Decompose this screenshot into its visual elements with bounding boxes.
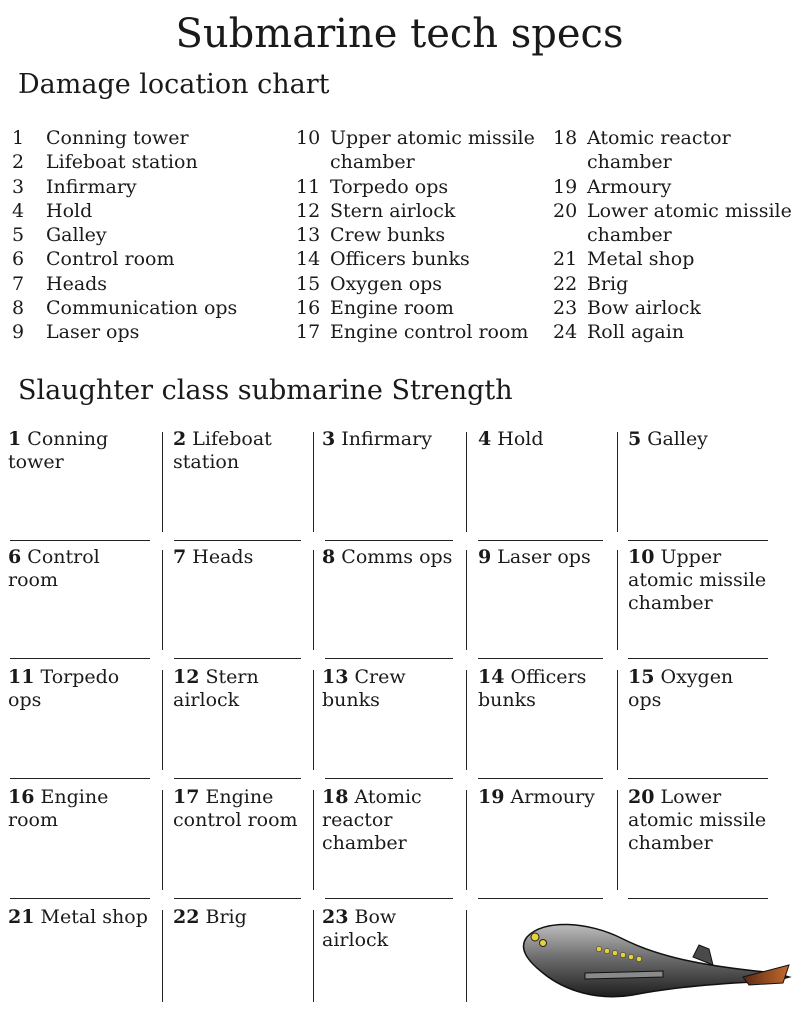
- strength-cell-label: [628, 546, 772, 615]
- damage-item-number: 23: [553, 297, 578, 320]
- damage-list-item: [296, 126, 536, 175]
- damage-item-number: 15: [296, 272, 321, 295]
- strength-cell-text: Heads: [192, 546, 254, 568]
- damage-item-label: Roll again: [587, 321, 685, 344]
- cell-divider: [466, 670, 467, 770]
- damage-item-label: Atomic reactor chamber: [587, 127, 731, 174]
- strength-cell-number: 3: [322, 428, 336, 450]
- damage-item-label: Crew bunks: [330, 224, 446, 247]
- cell-divider: [313, 790, 314, 890]
- strength-cell-number: 16: [8, 786, 35, 808]
- cell-underline: [10, 898, 150, 899]
- strength-cell-label: [478, 786, 622, 809]
- strength-cell-label: [322, 906, 466, 952]
- cell-underline: [174, 658, 301, 659]
- cell-underline: [325, 898, 453, 899]
- strength-cell-label: [628, 428, 772, 451]
- damage-item-number: 24: [553, 321, 578, 344]
- damage-item-number: 17: [296, 321, 321, 344]
- strength-cell-number: 22: [173, 906, 200, 928]
- strength-cell: [314, 784, 466, 902]
- submarine-illustration: [513, 915, 793, 1015]
- damage-list-item: [12, 199, 292, 223]
- strength-cell-label: [478, 666, 622, 712]
- cell-underline: [325, 778, 453, 779]
- strength-cell-text: Control room: [8, 546, 100, 591]
- strength-cell-number: 1: [8, 428, 22, 450]
- strength-cell-label: [173, 666, 317, 712]
- damage-item-number: 13: [296, 224, 321, 247]
- damage-item-number: 7: [12, 272, 25, 295]
- cell-underline: [478, 658, 603, 659]
- strength-cell-text: Comms ops: [341, 546, 453, 568]
- strength-cell: [0, 426, 152, 544]
- strength-cell-label: [478, 428, 622, 451]
- strength-cell-label: [628, 786, 772, 855]
- strength-cell-number: 14: [478, 666, 505, 688]
- damage-item-number: 9: [12, 321, 25, 344]
- cell-divider: [313, 550, 314, 650]
- strength-cell-number: 15: [628, 666, 655, 688]
- damage-item-label: Brig: [587, 272, 629, 295]
- cell-underline: [478, 778, 603, 779]
- strength-cell-text: Stern airlock: [173, 666, 259, 711]
- cell-divider: [313, 910, 314, 1002]
- strength-cell: [165, 426, 317, 544]
- strength-cell-label: [8, 546, 152, 592]
- cell-divider: [466, 910, 467, 1002]
- cell-underline: [628, 658, 768, 659]
- strength-cell-label: [8, 666, 152, 712]
- damage-item-label: Galley: [46, 224, 107, 247]
- damage-item-number: 6: [12, 248, 25, 271]
- strength-cell-text: Lifeboat station: [173, 428, 272, 473]
- strength-cell-label: [8, 786, 152, 832]
- strength-cell: [165, 664, 317, 782]
- damage-item-label: Oxygen ops: [330, 272, 443, 295]
- strength-cell: [620, 784, 772, 902]
- cell-divider: [617, 432, 618, 532]
- torpedo-tube: [585, 971, 663, 979]
- strength-cell: [314, 904, 466, 1022]
- damage-item-label: Officers bunks: [330, 248, 470, 271]
- damage-chart-heading: Damage location chart: [18, 69, 330, 100]
- damage-list-column-3: [553, 126, 793, 345]
- damage-list-item: [553, 247, 793, 271]
- cell-underline: [628, 898, 768, 899]
- damage-item-label: Engine room: [330, 297, 454, 320]
- strength-cell-number: 18: [322, 786, 349, 808]
- cell-underline: [628, 778, 768, 779]
- cell-underline: [478, 898, 603, 899]
- page-title: Submarine tech specs: [175, 11, 624, 57]
- strength-cell: [0, 904, 152, 1022]
- strength-cell-number: 17: [173, 786, 200, 808]
- damage-item-number: 4: [12, 199, 25, 222]
- strength-cell-text: Crew bunks: [322, 666, 406, 711]
- strength-cell: [165, 904, 317, 1022]
- damage-list-item: [553, 175, 793, 199]
- strength-cell-number: 11: [8, 666, 35, 688]
- damage-item-number: 5: [12, 224, 25, 247]
- damage-item-label: Metal shop: [587, 248, 695, 271]
- damage-item-number: 16: [296, 297, 321, 320]
- damage-list-item: [296, 272, 536, 296]
- strength-cell: [470, 664, 622, 782]
- damage-item-label: Bow airlock: [587, 297, 701, 320]
- strength-cell-number: 10: [628, 546, 655, 568]
- strength-cell-text: Brig: [205, 906, 247, 928]
- strength-cell-number: 5: [628, 428, 642, 450]
- damage-list-column-2: [296, 126, 536, 345]
- damage-list-item: [12, 175, 292, 199]
- cell-underline: [10, 658, 150, 659]
- damage-item-number: 18: [553, 127, 578, 149]
- strength-cell-text: Lower atomic missile chamber: [628, 786, 767, 854]
- strength-cell-number: 13: [322, 666, 349, 688]
- strength-cell-label: [478, 546, 622, 569]
- damage-list-column-1: [12, 126, 292, 345]
- cell-underline: [174, 540, 301, 541]
- strength-cell-text: Infirmary: [341, 428, 432, 450]
- strength-cell-label: [173, 428, 317, 474]
- strength-cell: [0, 664, 152, 782]
- damage-list-item: [12, 223, 292, 247]
- cell-divider: [466, 432, 467, 532]
- porthole: [540, 940, 547, 947]
- cell-underline: [174, 898, 301, 899]
- strength-cell: [0, 544, 152, 662]
- strength-cell: [314, 426, 466, 544]
- cell-divider: [313, 432, 314, 532]
- cell-underline: [478, 540, 603, 541]
- damage-item-label: Upper atomic missile chamber: [330, 127, 535, 174]
- damage-item-label: Infirmary: [46, 175, 137, 198]
- damage-item-number: 3: [12, 175, 25, 198]
- strength-cell: [0, 784, 152, 902]
- strength-cell-text: Engine control room: [173, 786, 298, 831]
- damage-list-item: [296, 223, 536, 247]
- strength-cell: [470, 426, 622, 544]
- cell-divider: [466, 550, 467, 650]
- strength-cell-text: Galley: [647, 428, 708, 450]
- strength-cell-number: 8: [322, 546, 336, 568]
- strength-cell-text: Conning tower: [8, 428, 109, 473]
- damage-list-item: [296, 199, 536, 223]
- strength-heading: Slaughter class submarine Strength: [18, 375, 513, 406]
- strength-cell-text: Laser ops: [497, 546, 591, 568]
- damage-item-number: 22: [553, 272, 578, 295]
- strength-cell: [620, 426, 772, 544]
- strength-cell-label: [8, 428, 152, 474]
- damage-list-item: [553, 272, 793, 296]
- cell-underline: [325, 540, 453, 541]
- strength-cell-text: Atomic reactor chamber: [322, 786, 422, 854]
- cell-divider: [466, 790, 467, 890]
- strength-cell: [314, 664, 466, 782]
- strength-cell: [165, 784, 317, 902]
- strength-cell-number: 7: [173, 546, 187, 568]
- damage-item-number: 19: [553, 175, 578, 198]
- damage-item-label: Lifeboat station: [46, 151, 198, 174]
- cell-divider: [617, 790, 618, 890]
- damage-item-number: 20: [553, 199, 578, 222]
- damage-item-label: Control room: [46, 248, 175, 271]
- strength-cell-label: [322, 786, 466, 855]
- strength-cell-text: Torpedo ops: [8, 666, 120, 711]
- submarine-fin: [743, 965, 789, 985]
- damage-item-number: 12: [296, 199, 321, 222]
- damage-list-item: [12, 320, 292, 344]
- damage-list-item: [553, 126, 793, 175]
- cell-underline: [174, 778, 301, 779]
- strength-cell: [620, 544, 772, 662]
- damage-item-label: Communication ops: [46, 297, 238, 320]
- damage-list-item: [553, 296, 793, 320]
- damage-item-label: Stern airlock: [330, 199, 456, 222]
- strength-cell-text: Upper atomic missile chamber: [628, 546, 767, 614]
- damage-item-label: Engine control room: [330, 321, 529, 344]
- strength-cell: [470, 784, 622, 902]
- damage-list-item: [553, 199, 793, 248]
- strength-cell-text: Armoury: [510, 786, 595, 808]
- strength-cell: [314, 544, 466, 662]
- damage-list-item: [12, 126, 292, 150]
- damage-item-label: Armoury: [587, 175, 672, 198]
- strength-cell-number: 23: [322, 906, 349, 928]
- strength-cell: [620, 664, 772, 782]
- damage-item-label: Heads: [46, 272, 108, 295]
- cell-divider: [313, 670, 314, 770]
- cell-divider: [617, 670, 618, 770]
- damage-list-item: [296, 247, 536, 271]
- strength-cell-text: Metal shop: [40, 906, 148, 928]
- damage-list-item: [12, 247, 292, 271]
- damage-list-item: [296, 296, 536, 320]
- damage-list-item: [553, 320, 793, 344]
- damage-item-number: 11: [296, 175, 321, 198]
- strength-cell-text: Oxygen ops: [628, 666, 734, 711]
- damage-item-label: Lower atomic missile chamber: [587, 199, 792, 247]
- cell-divider: [162, 550, 163, 650]
- strength-cell-text: Bow airlock: [322, 906, 397, 951]
- cell-underline: [628, 540, 768, 541]
- damage-item-number: 21: [553, 248, 578, 271]
- damage-list-item: [12, 296, 292, 320]
- strength-cell: [165, 544, 317, 662]
- damage-list-item: [296, 320, 536, 344]
- strength-cell-number: 4: [478, 428, 492, 450]
- strength-cell-label: [173, 546, 317, 569]
- cell-underline: [10, 540, 150, 541]
- cell-underline: [325, 658, 453, 659]
- strength-cell-number: 21: [8, 906, 35, 928]
- damage-item-label: Laser ops: [46, 321, 140, 344]
- strength-cell: [470, 544, 622, 662]
- damage-list-item: [12, 272, 292, 296]
- strength-cell-label: [173, 786, 317, 832]
- damage-item-number: 10: [296, 127, 321, 149]
- strength-cell-label: [8, 906, 152, 929]
- strength-cell-label: [322, 666, 466, 712]
- damage-item-number: 1: [12, 127, 25, 149]
- damage-item-number: 14: [296, 248, 321, 271]
- cell-divider: [162, 910, 163, 1002]
- strength-cell-number: 6: [8, 546, 22, 568]
- strength-cell-text: Engine room: [8, 786, 109, 831]
- cell-divider: [617, 550, 618, 650]
- porthole: [531, 933, 539, 941]
- cell-underline: [10, 778, 150, 779]
- strength-cell-label: [322, 546, 466, 569]
- damage-item-label: Hold: [46, 199, 93, 222]
- strength-cell-number: 19: [478, 786, 505, 808]
- strength-cell-label: [173, 906, 317, 929]
- damage-list-item: [12, 150, 292, 174]
- cell-divider: [162, 790, 163, 890]
- cell-divider: [162, 432, 163, 532]
- strength-cell-number: 12: [173, 666, 200, 688]
- damage-item-label: Torpedo ops: [330, 175, 449, 198]
- strength-cell-label: [628, 666, 772, 712]
- submarine-hull: [524, 924, 789, 996]
- damage-item-number: 8: [12, 297, 25, 320]
- strength-cell-label: [322, 428, 466, 451]
- cell-divider: [162, 670, 163, 770]
- strength-cell-text: Hold: [497, 428, 544, 450]
- strength-cell-number: 9: [478, 546, 492, 568]
- damage-item-number: 2: [12, 151, 25, 174]
- strength-cell-text: Officers bunks: [478, 666, 587, 711]
- strength-cell-number: 2: [173, 428, 187, 450]
- damage-list-item: [296, 175, 536, 199]
- damage-item-label: Conning tower: [46, 127, 189, 149]
- strength-cell-number: 20: [628, 786, 655, 808]
